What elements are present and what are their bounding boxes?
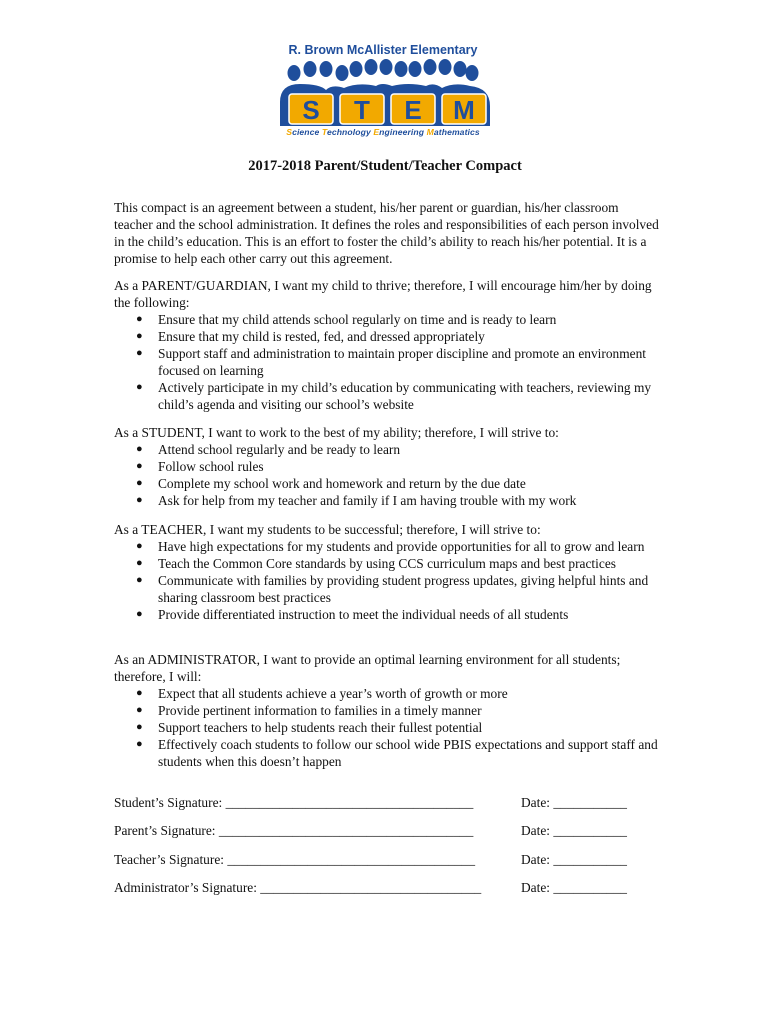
bullet-icon: ● [136,381,143,393]
teacher-section [114,521,659,623]
list-item [114,441,659,458]
bullet-icon: ● [136,608,143,620]
list-item [114,685,659,702]
page-title: 2017-2018 Parent/Student/Teacher Compact [248,158,522,174]
bullet-icon: ● [136,687,143,699]
tagline-rest: echnology [326,127,371,137]
tagline-rest: ngineering [379,127,425,137]
bullet-icon: ● [136,557,143,569]
student-intro: As a STUDENT, I want to work to the best of my ability; therefore, I will strive to: [114,425,559,440]
admin-list [114,685,659,770]
administrator-signature-line[interactable]: Administrator’s Signature: _________________________________ [114,880,482,895]
list-item [114,719,659,736]
list-item-text: Actively participate in my child’s education by communicating with teachers, reviewing my child’s agenda and visiting our school’s website [158,380,652,412]
bullet-icon: ● [136,477,143,489]
list-item [114,475,659,492]
list-item-text: Support staff and administration to maintain proper discipline and promote an environment focused on learning [158,346,647,378]
logo-letter-m: M [453,95,475,125]
list-item-text: Expect that all students achieve a year’s worth of growth or more [158,686,508,701]
logo-school-name: R. Brown McAllister Elementary [288,43,478,57]
list-item-text: Ensure that my child attends school regularly on time and is ready to learn [158,312,557,327]
tagline-rest: athematics [433,127,480,137]
teacher-list [114,538,659,623]
teacher-intro: As a TEACHER, I want my students to be successful; therefore, I will strive to: [114,522,541,537]
list-item [114,736,659,770]
intro-paragraph: This compact is an agreement between a student, his/her parent or guardian, his/her classroom teacher and the school administration. It defines the roles and responsibilities of each person involved in the child’s education. This is an effort to foster the child’s ability to reach his/her potential. It is a promise to help each other carry out this agreement. [114,200,659,266]
tagline-cap: T [321,127,327,137]
logo-letter-t: T [354,95,370,125]
logo-tagline [258,127,508,137]
list-item-text: Attend school regularly and be ready to learn [158,442,401,457]
parent-date-line[interactable]: Date: ___________ [521,823,627,838]
list-item [114,572,659,606]
list-item-text: Provide differentiated instruction to meet the individual needs of all students [158,607,569,622]
list-item [114,555,659,572]
list-item [114,345,659,379]
parent-section [114,277,659,413]
list-item [114,379,659,413]
student-list [114,441,659,509]
bullet-icon: ● [136,574,143,586]
list-item-text: Ensure that my child is rested, fed, and dressed appropriately [158,329,485,344]
bullet-icon: ● [136,704,143,716]
list-item [114,702,659,719]
student-signature-line[interactable]: Student’s Signature: _____________________________________ [114,795,474,810]
bullet-icon: ● [136,460,143,472]
list-item-text: Provide pertinent information to families in a timely manner [158,703,482,718]
list-item [114,538,659,555]
tagline-cap: M [426,127,434,137]
list-item-text: Teach the Common Core standards by using CCS curriculum maps and best practices [158,556,616,571]
list-item-text: Support teachers to help students reach their fullest potential [158,720,483,735]
bullet-icon: ● [136,721,143,733]
teacher-signature-line[interactable]: Teacher’s Signature: _____________________________________ [114,852,476,867]
parent-list [114,311,659,413]
bullet-icon: ● [136,330,143,342]
admin-section [114,651,659,770]
parent-signature-line[interactable]: Parent’s Signature: ______________________________________ [114,823,474,838]
list-item [114,311,659,328]
tagline-rest: cience [292,127,320,137]
list-item-text: Complete my school work and homework and return by the due date [158,476,526,491]
list-item-text: Follow school rules [158,459,264,474]
student-section [114,424,659,509]
list-item-text: Effectively coach students to follow our school wide PBIS expectations and support staff and students when this doesn’t happen [158,737,658,769]
list-item-text: Ask for help from my teacher and family if I am having trouble with my work [158,493,577,508]
bullet-icon: ● [136,738,143,750]
bullet-icon: ● [136,347,143,359]
student-date-line[interactable]: Date: ___________ [521,795,627,810]
bullet-icon: ● [136,494,143,506]
logo-letter-e: E [404,95,422,125]
logo-letter-s: S [302,95,320,125]
admin-intro: As an ADMINISTRATOR, I want to provide an optimal learning environment for all students; therefore, I will: [114,652,621,684]
list-item-text: Have high expectations for my students and provide opportunities for all to grow and learn [158,539,645,554]
list-item-text: Communicate with families by providing student progress updates, giving helpful hints and sharing classroom best practices [158,573,649,605]
tagline-cap: E [373,127,380,137]
list-item [114,328,659,345]
list-item [114,606,659,623]
bullet-icon: ● [136,313,143,325]
bullet-icon: ● [136,540,143,552]
teacher-date-line[interactable]: Date: ___________ [521,852,627,867]
bullet-icon: ● [136,443,143,455]
parent-intro: As a PARENT/GUARDIAN, I want my child to thrive; therefore, I will encourage him/her by doing the following: [114,278,652,310]
list-item [114,458,659,475]
administrator-date-line[interactable]: Date: ___________ [521,880,627,895]
stem-logo [258,40,508,144]
tagline-cap: S [286,127,293,137]
list-item [114,492,659,509]
